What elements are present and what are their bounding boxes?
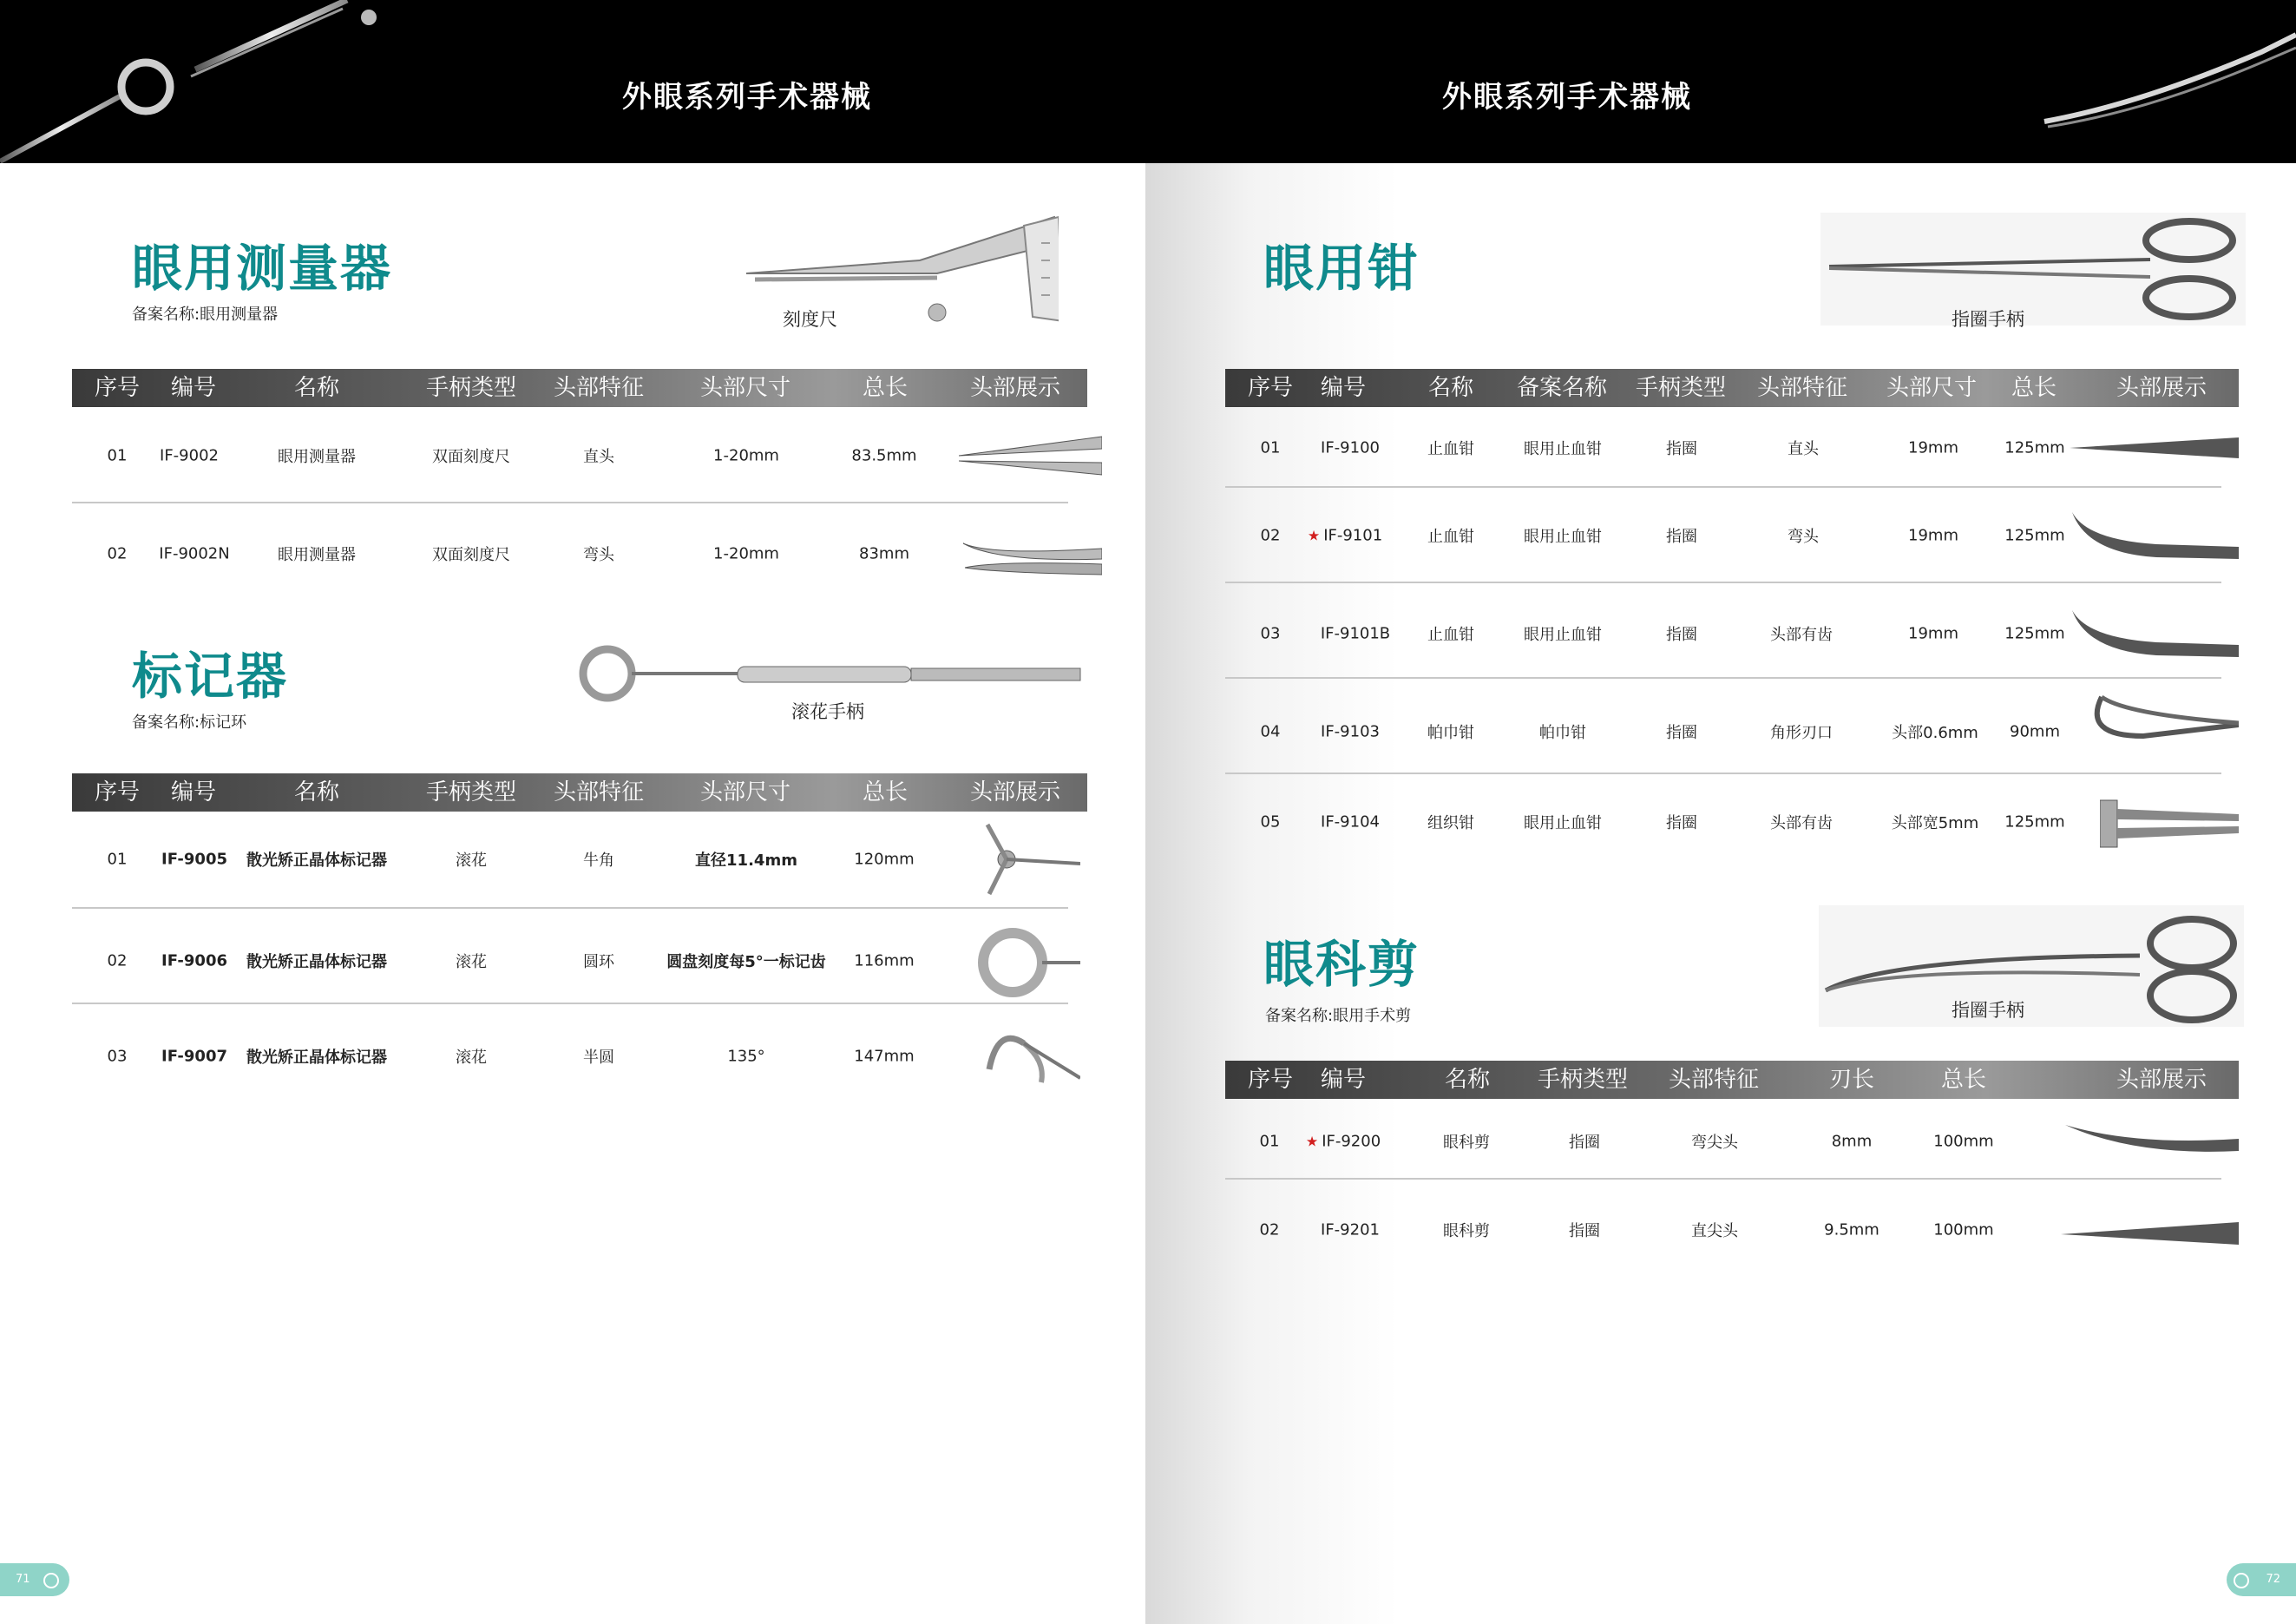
marker-registration: 备案名称:标记环 [132, 713, 247, 732]
col-header: 编号 [170, 375, 217, 401]
row-divider [1225, 1178, 2221, 1180]
cell-name: 眼科剪 [1443, 1222, 1490, 1240]
cell-size: 直径11.4mm [695, 851, 797, 870]
cell-length: 83mm [859, 544, 909, 563]
cell-size: 19mm [1908, 438, 1958, 457]
star-icon: ★ [1307, 527, 1321, 544]
cell-no: 02 [1260, 526, 1281, 545]
row-divider [72, 907, 1068, 909]
star-icon: ★ [1305, 1133, 1319, 1150]
cell-handle: 滚花 [456, 851, 487, 870]
cell-name: 散光矫正晶体标记器 [246, 851, 387, 870]
cell-code: IF-9104 [1321, 812, 1380, 832]
forceps-image-caption: 指圈手柄 [1952, 309, 2024, 330]
col-header: 手柄类型 [425, 375, 517, 401]
cell-code: IF-9100 [1321, 438, 1380, 457]
cell-reg: 眼用止血钳 [1524, 626, 1602, 644]
col-header: 头部尺寸 [1886, 375, 1978, 401]
measure-table-header [72, 369, 1087, 407]
cell-head: 牛角 [583, 851, 614, 870]
cell-code [1306, 1133, 1381, 1151]
col-header: 编号 [1320, 375, 1367, 401]
right-header-bar [1145, 0, 2296, 163]
tip-image [2100, 797, 2239, 851]
circle-icon [43, 1573, 59, 1588]
row-divider [1225, 486, 2221, 488]
scissors-registration: 备案名称:眼用手术剪 [1265, 1007, 1412, 1025]
circle-icon [2234, 1573, 2249, 1588]
tip-image [2091, 688, 2239, 758]
col-header: 名称 [1427, 375, 1474, 401]
cell-size: 1-20mm [713, 544, 779, 563]
cell-head: 头部有齿 [1770, 814, 1833, 832]
tip-image [976, 924, 1080, 1001]
cell-no: 01 [1260, 438, 1281, 457]
cell-size: 1-20mm [713, 446, 779, 465]
cell-size: 19mm [1908, 526, 1958, 545]
cell-name: 止血钳 [1427, 440, 1474, 458]
page-number-text: 71 [16, 1573, 30, 1586]
row-divider [72, 1003, 1068, 1004]
cell-no: 01 [107, 446, 128, 465]
forceps-table-header [1225, 369, 2239, 407]
cell-no: 02 [107, 951, 128, 970]
tip-image [981, 820, 1080, 898]
cell-code: IF-9103 [1321, 722, 1380, 741]
cell-size: 19mm [1908, 624, 1958, 643]
section-title-forceps: 眼用钳 [1263, 239, 1420, 298]
measure-registration: 备案名称:眼用测量器 [132, 306, 279, 324]
col-header: 总长 [2011, 375, 2057, 401]
cell-handle: 指圈 [1666, 814, 1697, 832]
section-title-scissors: 眼科剪 [1263, 935, 1420, 994]
row-divider [1225, 582, 2221, 583]
cell-length: 116mm [854, 951, 915, 970]
cell-handle: 指圈 [1666, 528, 1697, 546]
col-header: 名称 [1444, 1067, 1491, 1093]
col-header: 备案名称 [1516, 375, 1608, 401]
cell-reg: 眼用止血钳 [1524, 440, 1602, 458]
cell-name: 帕巾钳 [1427, 724, 1474, 742]
cell-head: 弯尖头 [1691, 1134, 1738, 1152]
tip-image [2061, 1215, 2239, 1250]
page-number-text: 72 [2266, 1573, 2280, 1586]
cell-code-text: IF-9200 [1322, 1132, 1381, 1151]
tip-image [981, 1009, 1080, 1087]
cell-code-text: IF-9101 [1323, 526, 1383, 545]
row-divider [72, 502, 1068, 503]
cell-reg: 眼用止血钳 [1524, 528, 1602, 546]
cell-code: IF-9005 [161, 850, 228, 869]
header-title-left: 外眼系列手术器械 [622, 80, 872, 115]
cell-blade: 8mm [1831, 1132, 1873, 1151]
row-divider [1225, 677, 2221, 679]
cell-handle: 指圈 [1666, 724, 1697, 742]
cell-head: 头部有齿 [1770, 626, 1833, 644]
forceps-image [1820, 213, 2246, 325]
cell-no: 03 [107, 1047, 128, 1066]
tip-image [963, 529, 1102, 580]
scissors-image-caption: 指圈手柄 [1952, 1000, 2024, 1021]
cell-code [1308, 527, 1382, 545]
cell-name: 眼用测量器 [278, 546, 356, 564]
tip-image [2070, 431, 2239, 465]
cell-name: 散光矫正晶体标记器 [246, 1049, 387, 1067]
cell-handle: 滚花 [456, 953, 487, 971]
cell-handle: 指圈 [1569, 1222, 1600, 1240]
header-instrument-illustration [0, 0, 399, 163]
tip-image [2070, 603, 2239, 664]
cell-name: 止血钳 [1427, 626, 1474, 644]
cell-no: 03 [1260, 624, 1281, 643]
cell-head: 弯头 [1788, 528, 1819, 546]
col-header: 总长 [862, 375, 909, 401]
cell-length: 125mm [2004, 438, 2065, 457]
cell-code: IF-9002 [160, 446, 219, 465]
col-header: 刃长 [1828, 1067, 1875, 1093]
scissors-table-header [1225, 1061, 2239, 1099]
cell-reg: 帕巾钳 [1539, 724, 1586, 742]
col-header: 序号 [1247, 375, 1294, 401]
col-header: 名称 [293, 779, 340, 805]
cell-length: 125mm [2004, 624, 2065, 643]
cell-length: 120mm [854, 850, 915, 869]
scissors-image [1819, 905, 2244, 1027]
cell-head: 半圆 [583, 1049, 614, 1067]
cell-head: 弯头 [583, 546, 614, 564]
col-header: 头部特征 [553, 779, 645, 805]
col-header: 头部展示 [969, 779, 1061, 805]
cell-handle: 双面刻度尺 [432, 448, 510, 466]
col-header: 头部尺寸 [699, 375, 791, 401]
tip-image [959, 430, 1102, 482]
col-header: 序号 [94, 375, 141, 401]
cell-length: 90mm [2010, 722, 2060, 741]
cell-size: 头部宽5mm [1891, 814, 1979, 832]
cell-length: 125mm [2004, 812, 2065, 832]
marker-image-caption: 滚花手柄 [791, 701, 864, 722]
cell-handle: 双面刻度尺 [432, 546, 510, 564]
cell-head: 直头 [1788, 440, 1819, 458]
header-scissors-illustration [2036, 0, 2296, 163]
cell-length: 125mm [2004, 526, 2065, 545]
page-number-right [2227, 1563, 2296, 1596]
tip-image [2065, 1120, 2239, 1167]
cell-name: 眼用测量器 [278, 448, 356, 466]
cell-handle: 滚花 [456, 1049, 487, 1067]
cell-size: 头部0.6mm [1892, 724, 1978, 742]
cell-reg: 眼用止血钳 [1524, 814, 1602, 832]
cell-code: IF-9006 [161, 951, 228, 970]
col-header: 手柄类型 [1537, 1067, 1629, 1093]
cell-code: IF-9007 [161, 1047, 228, 1066]
cell-size: 圆盘刻度每5°一标记齿 [666, 953, 826, 971]
col-header: 编号 [170, 779, 217, 805]
cell-length: 147mm [854, 1047, 915, 1066]
cell-code: IF-9101B [1320, 624, 1391, 643]
col-header: 头部展示 [969, 375, 1061, 401]
col-header: 头部特征 [1756, 375, 1848, 401]
section-title-marker: 标记器 [132, 647, 289, 706]
cell-code: IF-9002N [159, 544, 230, 563]
row-divider [1225, 773, 2221, 774]
cell-size: 135° [727, 1047, 765, 1066]
cell-no: 02 [107, 544, 128, 563]
cell-handle: 指圈 [1666, 440, 1697, 458]
col-header: 头部尺寸 [699, 779, 791, 805]
cell-head: 直尖头 [1691, 1222, 1738, 1240]
cell-name: 组织钳 [1427, 814, 1474, 832]
col-header: 总长 [1940, 1067, 1987, 1093]
tip-image [2070, 505, 2239, 566]
col-header: 手柄类型 [425, 779, 517, 805]
col-header: 编号 [1320, 1067, 1367, 1093]
col-header: 手柄类型 [1635, 375, 1727, 401]
col-header: 总长 [862, 779, 909, 805]
cell-no: 02 [1259, 1220, 1280, 1239]
cell-no: 01 [1259, 1132, 1280, 1151]
cell-no: 05 [1260, 812, 1281, 832]
col-header: 序号 [1247, 1067, 1294, 1093]
cell-head: 圆环 [583, 953, 614, 971]
page-number-left [0, 1563, 69, 1596]
cell-name: 眼科剪 [1443, 1134, 1490, 1152]
section-title-measure: 眼用测量器 [132, 239, 393, 298]
cell-no: 01 [107, 850, 128, 869]
cell-length: 83.5mm [851, 446, 917, 465]
cell-handle: 指圈 [1666, 626, 1697, 644]
cell-handle: 指圈 [1569, 1134, 1600, 1152]
col-header: 头部展示 [2116, 1067, 2207, 1093]
cell-code: IF-9201 [1321, 1220, 1380, 1239]
header-title-right: 外眼系列手术器械 [1442, 80, 1692, 115]
cell-name: 止血钳 [1427, 528, 1474, 546]
col-header: 头部展示 [2116, 375, 2207, 401]
col-header: 头部特征 [1668, 1067, 1760, 1093]
col-header: 序号 [94, 779, 141, 805]
cell-head: 角形刃口 [1770, 724, 1833, 742]
cell-length: 100mm [1933, 1132, 1994, 1151]
left-header-bar [0, 0, 1145, 163]
col-header: 头部特征 [553, 375, 645, 401]
cell-blade: 9.5mm [1824, 1220, 1879, 1239]
col-header: 名称 [293, 375, 340, 401]
marker-table-header [72, 773, 1087, 812]
cell-no: 04 [1260, 722, 1281, 741]
cell-length: 100mm [1933, 1220, 1994, 1239]
cell-name: 散光矫正晶体标记器 [246, 953, 387, 971]
cell-head: 直头 [583, 448, 614, 466]
measure-image-caption: 刻度尺 [783, 309, 837, 330]
